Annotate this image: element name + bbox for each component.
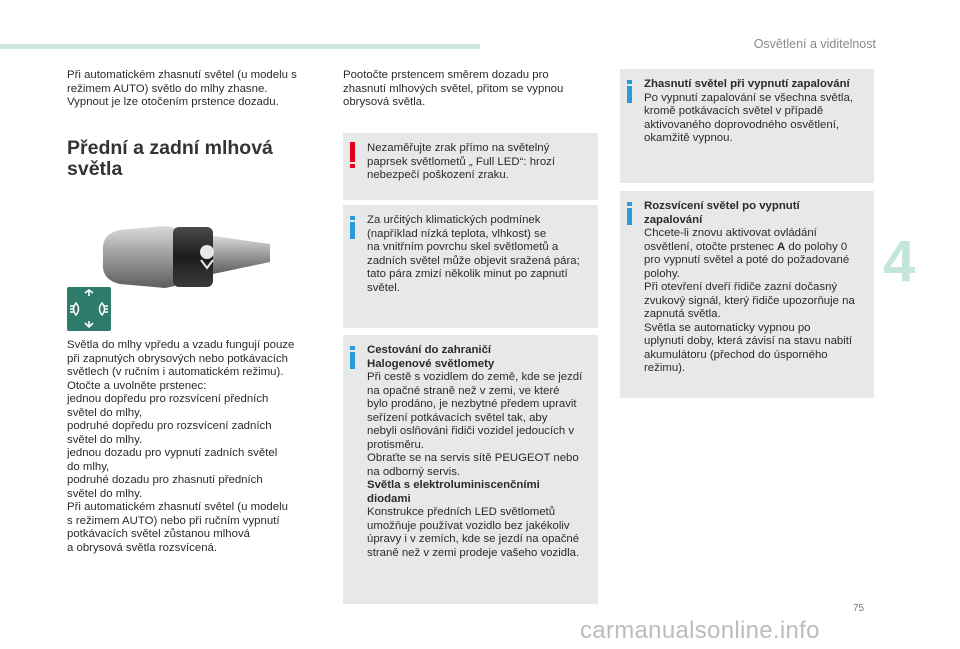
body-part-a: Chcete-li znovu aktivovat ovládání osvětlení, otočte prstenec — [644, 227, 817, 253]
fog-light-lever-illustration — [95, 222, 275, 290]
condensation-text: Za určitých klimatických podmínek (například nízká teplota, vlhkost) se na vnitřním povrchu skel světlometů a zadních světel může objevit sražená pára; tato pára zmizí několik minut po zapnutí světel. — [367, 214, 580, 294]
turn-ring-text: Pootočte prstencem směrem dozadu pro zhasnutí mlhových světel, přitom se vypnou obrysová světla. — [343, 69, 564, 108]
travel-abroad-title: Cestování do zahraničí Halogenové světlomety — [367, 344, 495, 370]
info-icon — [350, 346, 356, 369]
info-box-condensation — [343, 205, 598, 328]
lights-after-ignition-title: Rozsvícení světel po vypnutí zapalování — [644, 200, 800, 226]
warning-icon — [350, 142, 356, 168]
led-body: Konstrukce předních LED světlometů umožňuje používat vozidlo bez jakékoliv úpravy i v zemích, kde se jezdí na opačné straně než v zemi prodeje vašeho vozidla. — [367, 506, 580, 559]
ring-label-a: A — [776, 240, 786, 253]
info-box-ignition-off — [620, 69, 874, 183]
intro-text: Při automatickém zhasnutí světel (u modelu s režimem AUTO) světlo do mlhy zhasne. Vypnout je lze otočením prstence dozadu. — [67, 69, 297, 108]
intro-paragraph — [67, 69, 322, 110]
fog-light-icon — [67, 287, 111, 331]
section-heading: Přední a zadní mlhová světla — [67, 137, 273, 180]
info-box-travel-abroad — [343, 335, 598, 604]
section-title: Osvětlení a viditelnost — [753, 37, 876, 51]
ignition-off-body: Po vypnutí zapalování se všechna světla, kromě potkávacích světel v případě aktivovaného doprovodného osvětlení, okamžitě vypnou. — [644, 91, 853, 144]
lights-after-ignition-content — [644, 200, 866, 376]
watermark: carmanualsonline.info — [580, 617, 820, 644]
lights-after-ignition-body — [644, 227, 866, 376]
fog-light-instructions — [67, 339, 322, 555]
chapter-number: 4 — [883, 229, 916, 294]
info-box-lights-after-ignition — [620, 191, 874, 398]
info-icon — [627, 80, 633, 103]
ignition-off-content — [644, 78, 866, 146]
fog-light-text: Světla do mlhy vpředu a vzadu fungují pouze při zapnutých obrysových nebo potkávacích světlech (v ručním i automatickém režimu). Otočte a uvolněte prstenec: jednou dopředu pro rozsvícení předních světel do mlhy, podruhé dopředu pro rozsvícení zadních světel do mlhy. jednou dozadu pro vypnutí zadních světel do mlhy, podruhé dozadu pro zhasnutí předních světel do mlhy. Při automatickém zhasnutí světel (u modelu s režimem AUTO) nebo při ručním vypnutí potkávacích světel zůstanou mlhová a obrysová světla rozsvícená. — [67, 339, 295, 554]
info-icon — [350, 216, 356, 239]
warning-text: Nezaměřujte zrak přímo na světelný paprsek světlometů „ Full LED“: hrozí nebezpečí poškození zraku. — [367, 142, 556, 181]
page-number: 75 — [853, 603, 865, 614]
warning-box — [343, 133, 598, 200]
travel-abroad-body: Při cestě s vozidlem do země, kde se jezdí na opačné straně než v zemi, ve které bylo prodáno, je nezbytné předem upravit seřízení potkávacích světel tak, aby nebyli oslňováni řidiči vozidel jedoucích v protisměru. Obraťte se na servis sítě PEUGEOT nebo na odborný servis. — [367, 371, 583, 478]
body-part-b: do polohy 0 pro vypnutí světel a poté do požadované polohy. Při otevření dveří řidiče zazní dočasný zvukový signál, který řidiče upozorňuje na zapnutá světla. Světla se automaticky vypnou po uplynutí doby, která závisí na stavu nabití akumulátoru (přechod do úsporného režimu). — [644, 240, 855, 374]
turn-ring-instruction — [343, 69, 601, 110]
header-accent-bar — [0, 44, 480, 49]
ignition-off-title: Zhasnutí světel při vypnutí zapalování — [644, 78, 850, 90]
led-title: Světla s elektroluminiscenčními diodami — [367, 479, 540, 505]
info-icon — [627, 202, 633, 225]
travel-abroad-content — [367, 344, 590, 560]
